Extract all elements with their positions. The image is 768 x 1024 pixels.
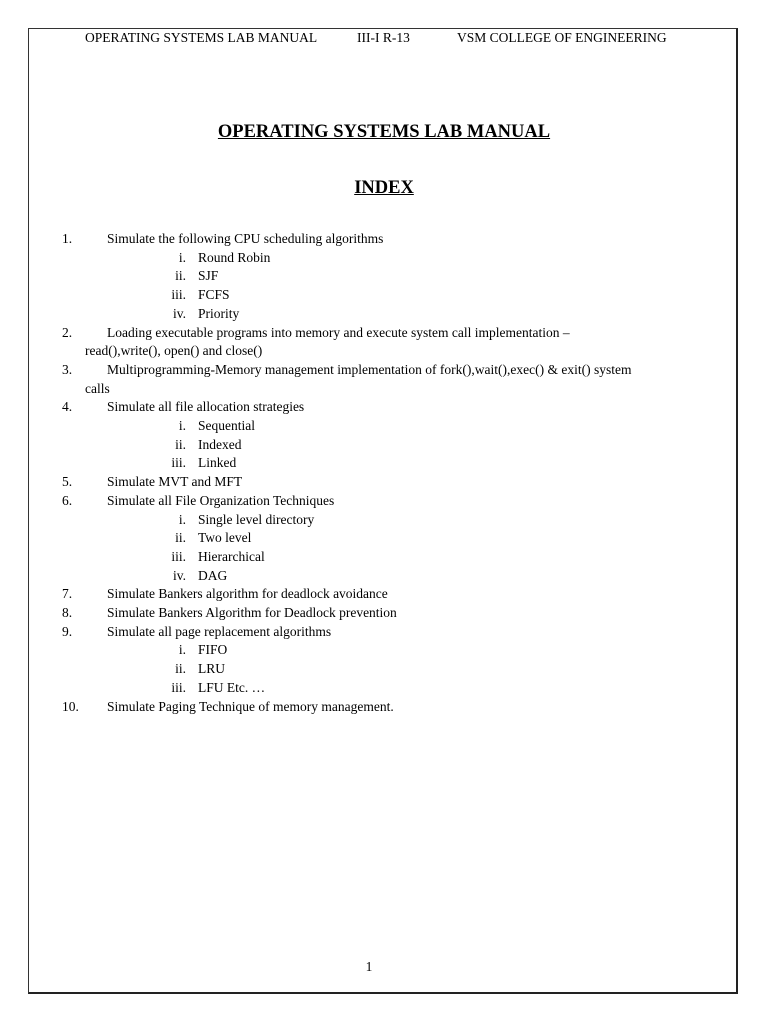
index-heading: INDEX <box>354 178 414 198</box>
index-item-continuation <box>0 380 768 398</box>
index-subitem <box>0 454 768 472</box>
index-subitem <box>0 641 768 659</box>
subitem-text: SJF <box>198 268 219 284</box>
subitem-numeral: iii. <box>171 455 186 471</box>
item-text: Multiprogramming-Memory management implementation of fork(),wait(),exec() & exit() system <box>107 361 632 377</box>
subitem-text: DAG <box>198 567 228 583</box>
index-item <box>0 324 768 342</box>
subitem-text: Two level <box>198 530 252 546</box>
item-text: Simulate all file allocation strategies <box>107 399 305 415</box>
subitem-numeral: ii. <box>175 436 186 452</box>
running-header <box>0 30 768 48</box>
index-item <box>0 473 768 491</box>
subitem-text: Sequential <box>198 418 255 433</box>
index-item <box>0 623 768 641</box>
header-college: VSM COLLEGE OF ENGINEERING <box>457 30 667 45</box>
subitem-numeral: iii. <box>171 679 186 695</box>
index-subitem <box>0 305 768 323</box>
subitem-numeral: ii. <box>175 661 186 677</box>
subitem-text: LRU <box>198 661 225 677</box>
item-text: Simulate all File Organization Techniques <box>107 492 335 508</box>
item-number: 1. <box>62 231 73 246</box>
index-item <box>0 398 768 416</box>
item-text-continued: calls <box>85 380 110 396</box>
subitem-numeral: i. <box>178 642 186 658</box>
subitem-numeral: ii. <box>175 530 186 546</box>
subitem-numeral: iii. <box>171 548 186 564</box>
subitem-text: Linked <box>198 455 237 471</box>
subitem-numeral: iv. <box>173 305 186 321</box>
index-subitem <box>0 548 768 566</box>
index-subitem <box>0 267 768 285</box>
index-item <box>0 492 768 510</box>
index-subitem <box>0 286 768 304</box>
index-item-continuation <box>0 342 768 360</box>
index-subitem <box>0 417 768 435</box>
item-number: 10. <box>62 698 79 714</box>
item-number: 6. <box>62 492 73 508</box>
index-subitem <box>0 660 768 678</box>
index-subitem <box>0 436 768 454</box>
subitem-text: Round Robin <box>198 249 271 265</box>
item-text-continued: read(),write(), open() and close() <box>85 343 263 359</box>
index-item <box>0 230 768 248</box>
item-text: Simulate MVT and MFT <box>107 474 243 490</box>
item-number: 8. <box>62 605 73 620</box>
subitem-numeral: i. <box>178 511 186 527</box>
index-item <box>0 361 768 379</box>
subitem-text: Single level directory <box>198 511 315 527</box>
index-item <box>0 604 768 622</box>
item-number: 5. <box>62 474 73 490</box>
index-subitem <box>0 249 768 267</box>
subitem-numeral: ii. <box>175 268 186 284</box>
subitem-text: FIFO <box>198 642 228 658</box>
item-text: Simulate Paging Technique of memory management. <box>107 698 394 714</box>
subitem-text: LFU Etc. … <box>198 679 266 695</box>
header-manual-title: OPERATING SYSTEMS LAB MANUAL <box>85 30 318 45</box>
index-item <box>0 585 768 603</box>
subitem-numeral: iv. <box>173 567 186 583</box>
subitem-numeral: i. <box>178 418 186 433</box>
item-text: Simulate the following CPU scheduling algorithms <box>107 231 384 246</box>
subitem-numeral: iii. <box>171 287 186 303</box>
index-subitem <box>0 511 768 529</box>
index-subitem <box>0 567 768 585</box>
item-text: Simulate Bankers algorithm for deadlock avoidance <box>107 586 388 602</box>
item-text: Loading executable programs into memory and execute system call implementation – <box>107 324 570 340</box>
document-title: OPERATING SYSTEMS LAB MANUAL <box>217 122 551 142</box>
index-subitem <box>0 679 768 697</box>
header-semester: III-I R-13 <box>357 30 410 45</box>
index-subitem <box>0 529 768 547</box>
subitem-text: FCFS <box>198 287 230 303</box>
page-number: 1 <box>365 959 373 974</box>
subitem-numeral: i. <box>178 249 186 265</box>
item-text: Simulate Bankers Algorithm for Deadlock prevention <box>107 605 397 620</box>
subitem-text: Hierarchical <box>198 548 265 564</box>
item-number: 4. <box>62 399 73 415</box>
item-text: Simulate all page replacement algorithms <box>107 623 332 639</box>
subitem-text: Indexed <box>198 436 242 452</box>
item-number: 3. <box>62 361 73 377</box>
subitem-text: Priority <box>198 305 240 321</box>
item-number: 2. <box>62 324 73 340</box>
item-number: 9. <box>62 623 73 639</box>
item-number: 7. <box>62 586 73 602</box>
index-item <box>0 698 768 716</box>
